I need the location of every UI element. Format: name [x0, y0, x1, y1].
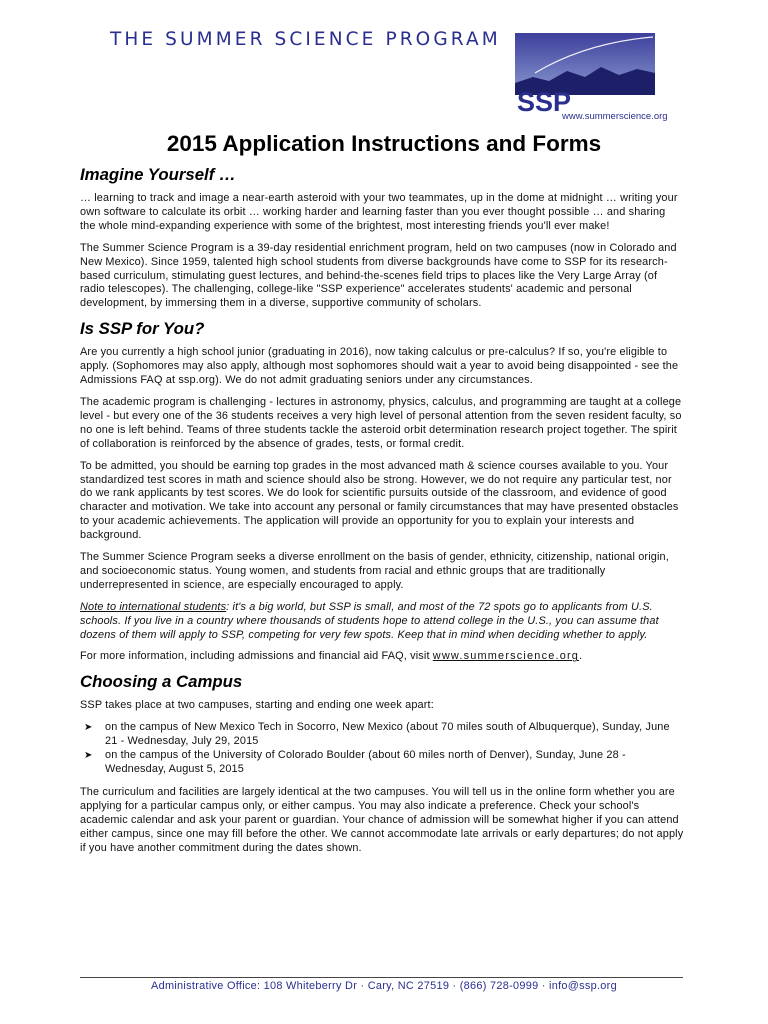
campus-item-text: on the campus of the University of Colorado Boulder (about 60 miles north of Denver), Sunday, June 28 - Wednesday, August 5, 2015: [105, 749, 626, 775]
more-info-text: For more information, including admissions and financial aid FAQ, visit: [80, 650, 433, 663]
heading-choosing-a-campus: Choosing a Campus: [80, 672, 243, 692]
more-info-end: .: [579, 650, 583, 663]
ssp-logo: [515, 33, 655, 121]
campus-list: [80, 721, 684, 777]
campus-item-text: on the campus of New Mexico Tech in Socorro, New Mexico (about 70 miles south of Albuquerque), Sunday, June 21 - Wednesday, July 29, 2015: [105, 721, 670, 748]
document-body: [80, 165, 684, 863]
imagine-paragraph-2: The Summer Science Program is a 39-day residential enrichment program, held on two campuses (now in Colorado and New Mexico). Since 1959, talented high school students from diverse backgrounds have come to SSP for its research-based curriculum, stimulating guest lectures, and behind-the-scenes field trips to places like the Very Large Array (of radio telescopes). The challenging, college-like "SSP experience" accelerates students' academic and personal development, by immersing them in a diverse, supportive community of scholars.: [80, 241, 677, 310]
heading-imagine-yourself: Imagine Yourself …: [80, 165, 236, 184]
logo-ssp-text: SSP: [517, 87, 572, 117]
arrow-bullet-icon: ➤: [84, 722, 93, 734]
international-note: [80, 601, 684, 643]
heading-is-ssp-for-you: Is SSP for You?: [80, 319, 205, 339]
academic-program-paragraph: The academic program is challenging - lectures in astronomy, physics, calculus, and programming are taught at a college level - but every one of the 36 students receives a very high level of personal attention from the seven resident faculty, so no one is left behind. Teams of three students tackle the asteroid orbit determination research project together. The spirit of collaboration is reinforced by the absence of grades, tests, or formal credit.: [80, 395, 682, 450]
footer-divider: [80, 977, 683, 978]
eligibility-paragraph: Are you currently a high school junior (graduating in 2016), now taking calculus or pre-calculus? If so, you're eligible to apply. (Sophomores may also apply, although most sophomores should wait a year to avoid being disappointed - see the Admissions FAQ at ssp.org). We do not admit graduating seniors under any circumstances.: [80, 346, 679, 387]
campus-details-paragraph: The curriculum and facilities are largely identical at the two campuses. You will tell us in the online form whether you are applying for a particular campus only, or either campus. You may also indicate a preference. Check your school's academic calendar and ask your parent or guardian. Your chance of admission will be somewhat higher if you can attend either campus, since one may fill before the other. We cannot accommodate late arrivals or early departures; do not apply if you have another commitment during the dates shown.: [80, 785, 684, 854]
diversity-paragraph: The Summer Science Program seeks a diverse enrollment on the basis of gender, ethnicity, citizenship, national origin, and socioeconomic status. Young women, and students from racial and ethnic groups that are traditionally underrepresented in science, are especially encouraged to apply.: [80, 551, 669, 591]
website-link[interactable]: www.summerscience.org: [432, 650, 580, 663]
campus-item-colorado: [80, 749, 684, 777]
international-note-body: : it's a big world, but SSP is small, and most of the 72 spots go to applicants from U.S. schools. If you live in a country where thousands of students hope to attend college in the U.S., you can assume that dozens of them will apply to SSP, competing for very few spots. Keep that in mind when deciding whether to apply.: [80, 600, 659, 641]
campus-intro: SSP takes place at two campuses, starting and ending one week apart:: [80, 699, 434, 712]
admission-criteria-paragraph: To be admitted, you should be earning top grades in the most advanced math & science courses available to you. Your standardized test scores in math and science should also be strong. However, we do not require any particular test, nor do we rank applicants by test scores. We do look for scientific pursuits outside of the classroom, and evidence of good character and motivation. We take into account any personal or family circumstances that may have presented obstacles to your academic achievements. The application will provide an opportunity for you to explain your interests and background.: [80, 459, 679, 542]
more-info-paragraph: [80, 650, 684, 664]
international-note-lead: Note to international students: [80, 600, 227, 613]
logo-url: www.summerscience.org: [562, 111, 668, 122]
campus-item-new-mexico: [80, 721, 684, 749]
footer-address: Administrative Office: 108 Whiteberry Dr · Cary, NC 27519 · (866) 728-0999 · info@ssp.org: [151, 980, 617, 992]
arrow-bullet-icon: ➤: [84, 750, 93, 762]
imagine-paragraph-1: … learning to track and image a near-earth asteroid with your two teammates, up in the dome at midnight … writing your own software to calculate its orbit … working harder and learning faster than you ever thought possible … and sharing the whole mind-expanding experience with some of the brightest, most interesting friends you'll ever make!: [80, 192, 678, 232]
org-name: THE SUMMER SCIENCE PROGRAM: [110, 29, 501, 50]
page-title: 2015 Application Instructions and Forms: [166, 131, 602, 156]
